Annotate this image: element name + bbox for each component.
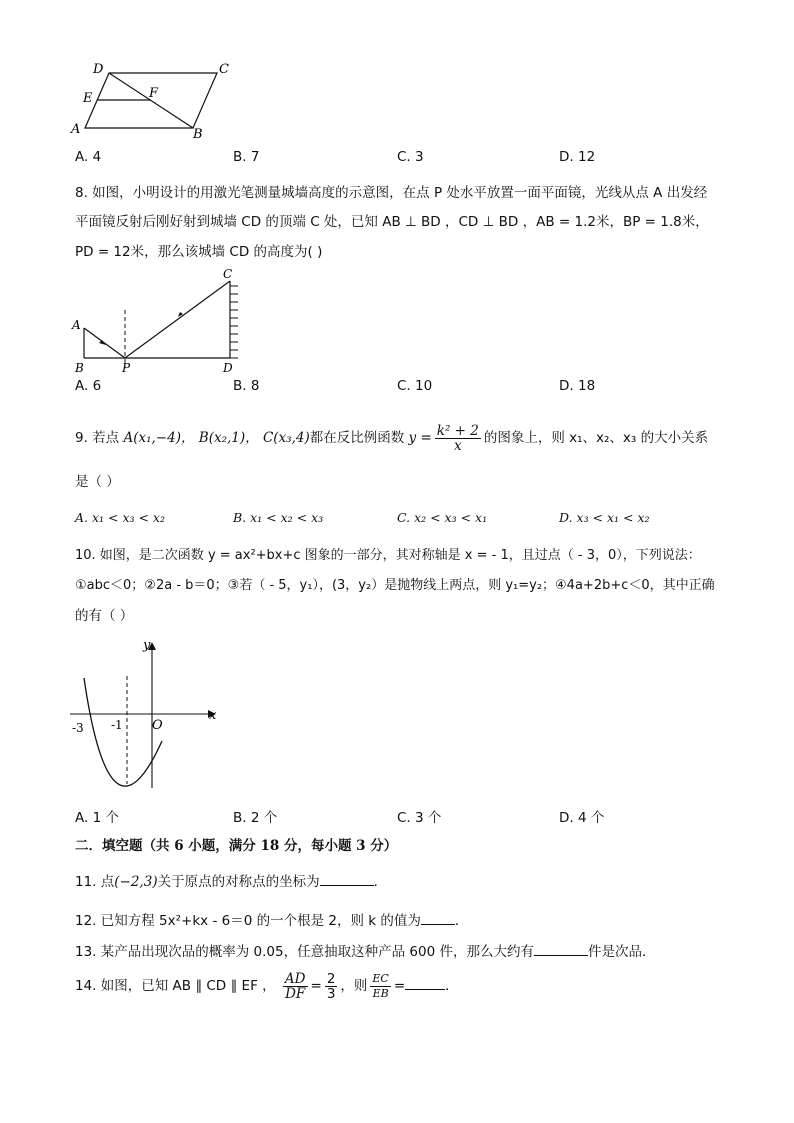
q12-text (75, 910, 468, 931)
q8-option-a[interactable]: A. 6 (75, 378, 102, 394)
q9-frac-den: x (453, 437, 462, 454)
q9-mid: 都在反比例函数 (309, 430, 405, 446)
label-E: E (83, 91, 93, 106)
label-F: F (149, 86, 159, 101)
q7-option-b[interactable]: B. 7 (233, 149, 260, 165)
q10-option-d[interactable]: D. 4 个 (559, 810, 605, 826)
label-B: B (193, 127, 203, 142)
label-A: A (72, 318, 81, 332)
q14-fraction-ec-eb (370, 972, 390, 1001)
q14-eq2: = (393, 978, 406, 994)
q8-option-d[interactable]: D. 18 (559, 378, 596, 394)
q14-end: ． (445, 978, 459, 994)
q14-frac1-den: DF (285, 985, 306, 1002)
q9-point-c: C(x₃,4) (262, 430, 310, 446)
q7-option-c[interactable]: C. 3 (397, 149, 424, 165)
q14-answer-blank[interactable] (405, 975, 445, 990)
q11-answer-blank[interactable] (320, 871, 374, 886)
label-D: D (223, 361, 233, 375)
q11-prefix: 11. 点 (75, 874, 115, 890)
label-D: D (93, 62, 104, 77)
q14-frac1-num: AD (284, 970, 306, 987)
label-A: A (71, 122, 81, 137)
section-title: 二．填空题（共 6 小题，满分 18 分，每小题 3 分） (75, 838, 398, 854)
q11-end: ． (373, 874, 388, 890)
q14-frac2-num: 2 (326, 970, 336, 987)
q10-text-line2: ①abc＜0；②2a - b＝0；③若（ - 5，y₁），(3，y₂）是抛物线上两点，则 y₁=y₂；④4a+2b+c＜0，其中正确 (75, 578, 715, 593)
q9-option-c[interactable]: C. x₂ < x₃ < x₁ (397, 510, 488, 525)
q9-point-b: B(x₂,1)， (198, 430, 259, 446)
q11-suffix: 关于原点的对称点的坐标为 (157, 874, 320, 890)
label-P: P (122, 361, 131, 375)
q8-text-line2: 平面镜反射后刚好射到城墙 CD 的顶端 C 处，已知 AB ⊥ BD ，CD ⊥ BD ，AB = 1.2米，BP = 1.8米， (75, 214, 709, 230)
q12-answer-blank[interactable] (421, 910, 455, 925)
origin-label: O (152, 718, 163, 733)
q10-option-b[interactable]: B. 2 个 (233, 810, 278, 826)
q8-text-line1: 8. 如图，小明设计的用激光笔测量城墙高度的示意图，在点 P 处水平放置一面平面镜，光线从点 A 出发经 (75, 185, 708, 201)
q9-prefix: 9. 若点 (75, 430, 120, 446)
q7-option-d[interactable]: D. 12 (559, 149, 596, 165)
q14-fraction-2-3 (325, 972, 338, 1001)
q9-option-d[interactable]: D. x₃ < x₁ < x₂ (559, 510, 650, 525)
q9-suffix: 的图象上，则 x₁、x₂、x₃ 的大小关系 (483, 430, 709, 446)
label-B: B (75, 361, 84, 375)
q14-mid: ，则 (340, 978, 368, 994)
q14-frac2-den: 3 (326, 985, 336, 1002)
q11-point: (−2,3) (114, 874, 158, 890)
q8-option-c[interactable]: C. 10 (397, 378, 433, 394)
q9-text-line2: 是（ ） (75, 474, 120, 490)
q9-frac-num: k² + 2 (436, 422, 479, 439)
q13-body: 13. 某产品出现次品的概率为 0.05，任意抽取这种产品 600 件，那么大约有 (75, 944, 534, 960)
q7-option-a[interactable]: A. 4 (75, 149, 102, 165)
q14-frac3-den: EB (372, 986, 389, 1000)
y-axis-label: y (143, 638, 151, 653)
q12-body: 12. 已知方程 5x²+kx - 6＝0 的一个根是 2，则 k 的值为 (75, 913, 421, 929)
q10-option-c[interactable]: C. 3 个 (397, 810, 442, 826)
q8-text-line3: PD = 12米，那么该城墙 CD 的高度为( ) (75, 244, 323, 260)
q13-end: 件是次品． (587, 944, 656, 960)
tick-minus-3: -3 (72, 721, 84, 735)
mirror-wall-figure (68, 268, 248, 376)
q10-text-line3: 的有（ ） (75, 608, 134, 624)
q8-option-b[interactable]: B. 8 (233, 378, 260, 394)
q9-fn-lhs: y = (408, 430, 432, 446)
q9-option-a[interactable]: A. x₁ < x₃ < x₂ (75, 510, 165, 525)
q11-text (75, 871, 387, 892)
q9-text-line1 (75, 420, 708, 456)
q9-fraction (435, 424, 481, 453)
q9-point-a: A(x₁,−4)， (123, 430, 195, 446)
q10-option-a[interactable]: A. 1 个 (75, 810, 119, 826)
q13-answer-blank[interactable] (534, 941, 588, 956)
q14-frac3-num: EC (372, 971, 389, 985)
q13-text (75, 941, 655, 962)
parabola-figure (66, 636, 226, 796)
q9-option-b[interactable]: B. x₁ < x₂ < x₃ (233, 510, 324, 525)
x-axis-label: x (209, 708, 217, 723)
wall-hatching (230, 286, 238, 358)
q12-end: ． (454, 913, 469, 929)
label-C: C (219, 62, 229, 77)
label-C: C (223, 268, 233, 281)
q14-text (75, 968, 459, 1004)
parallelogram-figure (65, 58, 235, 148)
q10-text-line1: 10. 如图，是二次函数 y = ax²+bx+c 图象的一部分，其对称轴是 x = - 1，且过点（ - 3，0），下列说法： (75, 548, 701, 563)
q14-prefix: 14. 如图，已知 AB ∥ CD ∥ EF ， (75, 978, 276, 994)
q14-eq1: = (310, 978, 322, 994)
q14-fraction-ad-df (283, 972, 308, 1001)
tick-minus-1: -1 (111, 718, 123, 732)
